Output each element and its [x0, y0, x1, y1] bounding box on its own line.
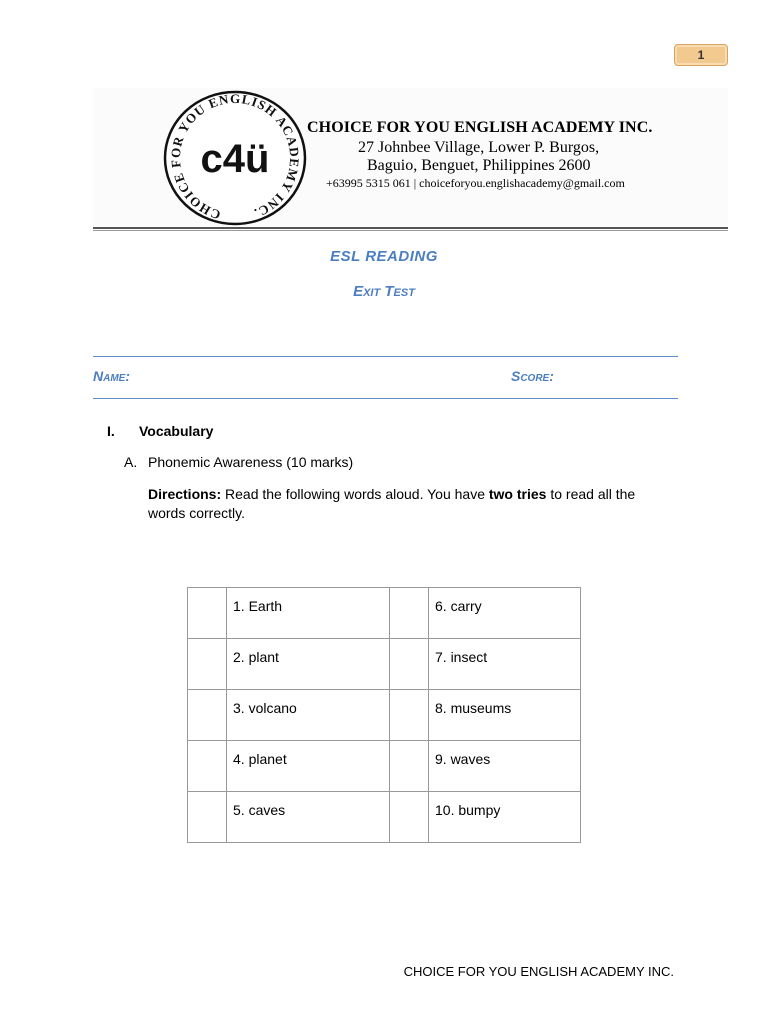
- check-box-cell[interactable]: [390, 792, 429, 843]
- logo-ring-text: CHOICE FOR YOU ENGLISH ACADEMY INC.: [167, 90, 303, 223]
- check-box-cell[interactable]: [390, 588, 429, 639]
- word-cell: 9. waves: [429, 741, 581, 792]
- directions: [148, 485, 673, 523]
- table-row: [188, 639, 581, 690]
- check-box-cell[interactable]: [390, 690, 429, 741]
- org-contact: +63995 5315 061 | choiceforyou.englishacademy@gmail.com: [326, 176, 625, 190]
- check-box-cell[interactable]: [188, 741, 227, 792]
- word-cell: 10. bumpy: [429, 792, 581, 843]
- page-number-badge: 1: [674, 44, 728, 66]
- name-label: Name:: [93, 368, 130, 384]
- header-divider: [93, 227, 728, 229]
- word-cell: 8. museums: [429, 690, 581, 741]
- word-cell: 3. volcano: [227, 690, 390, 741]
- score-label: Score:: [511, 368, 554, 384]
- academy-logo-seal: [160, 88, 310, 228]
- check-box-cell[interactable]: [188, 639, 227, 690]
- check-box-cell[interactable]: [188, 588, 227, 639]
- subject-title: ESL READING: [330, 248, 438, 265]
- logo-monogram: c4ü: [200, 137, 270, 181]
- check-box-cell[interactable]: [390, 639, 429, 690]
- check-box-cell[interactable]: [188, 792, 227, 843]
- org-address-line2: Baguio, Benguet, Philippines 2600: [367, 157, 591, 174]
- word-cell: 2. plant: [227, 639, 390, 690]
- word-cell: 4. planet: [227, 741, 390, 792]
- word-cell: 7. insect: [429, 639, 581, 690]
- word-cell: 1. Earth: [227, 588, 390, 639]
- table-row: [188, 588, 581, 639]
- check-box-cell[interactable]: [390, 741, 429, 792]
- org-name: CHOICE FOR YOU ENGLISH ACADEMY INC.: [307, 119, 653, 136]
- page-footer: CHOICE FOR YOU ENGLISH ACADEMY INC.: [403, 964, 674, 979]
- section-number: I.: [107, 423, 115, 439]
- header-divider-thin: [93, 230, 728, 231]
- directions-text-1: Read the following words aloud. You have: [221, 486, 489, 502]
- directions-emphasis: two tries: [488, 486, 547, 502]
- org-address-line1: 27 Johnbee Village, Lower P. Burgos,: [358, 139, 600, 156]
- check-box-cell[interactable]: [188, 690, 227, 741]
- directions-label: Directions:: [148, 486, 222, 502]
- word-cell: 5. caves: [227, 792, 390, 843]
- directions-text-2: to read all the words correctly.: [148, 486, 636, 521]
- subsection-title: Phonemic Awareness (10 marks): [148, 454, 354, 470]
- word-cell: 6. carry: [429, 588, 581, 639]
- name-field-top-rule: [93, 356, 678, 357]
- word-table: [187, 587, 581, 843]
- test-title: Exit Test: [353, 283, 415, 300]
- name-field-bottom-rule: [93, 398, 678, 399]
- table-row: [188, 741, 581, 792]
- table-row: [188, 792, 581, 843]
- subsection-letter: A.: [124, 454, 138, 470]
- table-row: [188, 690, 581, 741]
- section-title: Vocabulary: [139, 423, 214, 439]
